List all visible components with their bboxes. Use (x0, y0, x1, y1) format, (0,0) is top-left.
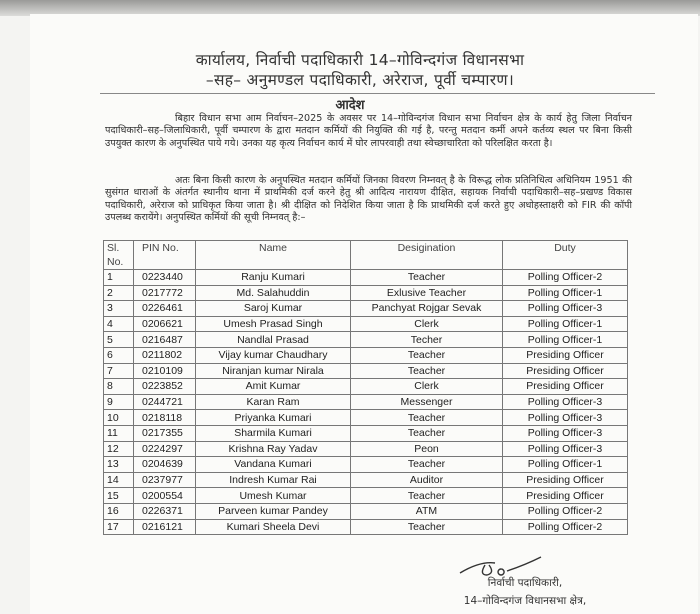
col-pin-no: PIN No. (134, 241, 196, 270)
pin-cell: 0223440 (134, 270, 196, 286)
table-row (104, 457, 628, 473)
table-row (104, 270, 628, 286)
pin-cell: 0217772 (134, 285, 196, 301)
duty-cell: Polling Officer-3 (503, 301, 628, 317)
table-row (104, 332, 628, 348)
paragraph-1: बिहार विधान सभा आम निर्वाचन–2025 के अवसर पर 14–गोविन्दगंज विधान सभा निर्वाचन क्षेत्र के कार्य हेतु जिला निर्वाचन पदाधिकारी–सह–जिलाधिकारी, पूर्वी चम्पारण के द्वारा मतदान कर्मियों की नियुक्ति की गई है, परन्तु मतदान कर्मी अपने कर्तव्य स्थल पर बिना किसी उपयुक्त कारण के अनुपस्थित पाये गये। उनका यह कृत्य निर्वाचन कार्य में घोर लापरवाही तथा स्वेच्छाचारिता को परिलक्षित करता है। (105, 113, 632, 149)
name-cell: Nandlal Prasad (196, 332, 351, 348)
table-row (104, 425, 628, 441)
duty-cell: Polling Officer-3 (503, 441, 628, 457)
signatory-constituency: 14–गोविन्दगंज विधानसभा क्षेत्र, (463, 595, 587, 607)
pin-cell: 0226461 (134, 301, 196, 317)
designation-cell: Teacher (351, 457, 503, 473)
sl-no-cell: 4 (104, 316, 134, 332)
sl-no-cell: 11 (104, 425, 134, 441)
name-cell: Krishna Ray Yadav (196, 441, 351, 457)
sl-no-cell: 17 (104, 519, 134, 535)
designation-cell: Teacher (351, 519, 503, 535)
designation-cell: Techer (351, 332, 503, 348)
table-row (104, 363, 628, 379)
name-cell: Karan Ram (196, 394, 351, 410)
sl-no-cell: 6 (104, 347, 134, 363)
duty-cell: Polling Officer-3 (503, 394, 628, 410)
name-cell: Sharmila Kumari (196, 425, 351, 441)
pin-cell: 0237977 (134, 472, 196, 488)
duty-cell: Presiding Officer (503, 347, 628, 363)
name-cell: Vijay kumar Chaudhary (196, 347, 351, 363)
designation-cell: ATM (351, 503, 503, 519)
table-row (104, 316, 628, 332)
pin-cell: 0217355 (134, 425, 196, 441)
col-designation: Desigination (351, 241, 503, 270)
name-cell: Ranju Kumari (196, 270, 351, 286)
designation-cell: Exlusive Teacher (351, 285, 503, 301)
table-row (104, 488, 628, 504)
designation-cell: Messenger (351, 394, 503, 410)
sl-no-cell: 5 (104, 332, 134, 348)
duty-cell: Polling Officer-2 (503, 519, 628, 535)
table-row (104, 519, 628, 535)
duty-cell: Presiding Officer (503, 472, 628, 488)
name-cell: Md. Salahuddin (196, 285, 351, 301)
office-title-line2: –सह– अनुमण्डल पदाधिकारी, अरेराज, पूर्वी चम्पारण। (205, 71, 515, 89)
sl-no-cell: 8 (104, 379, 134, 395)
col-name: Name (196, 241, 351, 270)
pin-cell: 0218118 (134, 410, 196, 426)
duty-cell: Presiding Officer (503, 379, 628, 395)
name-cell: Umesh Kumar (196, 488, 351, 504)
paragraph-2: अतः बिना किसी कारण के अनुपस्थित मतदान कर्मियों जिनका विवरण निम्नवत् है के विरूद्ध लोक प्रतिनिधित्व अधिनियम 1951 की सुसंगत धाराओं के अंतर्गत स्थानीय थाना में प्राथमिकी दर्ज करने हेतु श्री आदित्य नारायण दीक्षित, सहायक निर्वाची पदाधिकारी–सह–प्रखण्ड विकास पदाधिकारी, अरेराज को प्राधिकृत किया जाता है। श्री दीक्षित को निदेशित किया जाता है कि प्राथमिकी दर्ज करते हुए अधोहस्ताक्षरी को FIR की कॉपी उपलब्ध करायेंगे। अनुपस्थित कर्मियों की सूची निम्नवत् है:– (105, 175, 632, 223)
sl-no-cell: 10 (104, 410, 134, 426)
pin-cell: 0223852 (134, 379, 196, 395)
name-cell: Indresh Kumar Rai (196, 472, 351, 488)
absent-staff-table (103, 240, 628, 535)
designation-cell: Clerk (351, 316, 503, 332)
signatory-designation: निर्वाची पदाधिकारी, (487, 577, 563, 589)
designation-cell: Teacher (351, 425, 503, 441)
designation-cell: Peon (351, 441, 503, 457)
col-duty: Duty (503, 241, 628, 270)
sl-no-cell: 2 (104, 285, 134, 301)
table-row (104, 347, 628, 363)
table-row (104, 394, 628, 410)
duty-cell: Polling Officer-1 (503, 457, 628, 473)
sl-no-cell: 7 (104, 363, 134, 379)
duty-cell: Polling Officer-2 (503, 270, 628, 286)
designation-cell: Teacher (351, 347, 503, 363)
sl-no-cell: 15 (104, 488, 134, 504)
duty-cell: Polling Officer-2 (503, 503, 628, 519)
sl-no-cell: 3 (104, 301, 134, 317)
designation-cell: Teacher (351, 363, 503, 379)
pin-cell: 0244721 (134, 394, 196, 410)
col-sl-no: Sl. No. (104, 241, 134, 270)
pin-cell: 0216487 (134, 332, 196, 348)
name-cell: Kumari Sheela Devi (196, 519, 351, 535)
table-row (104, 503, 628, 519)
duty-cell: Polling Officer-1 (503, 285, 628, 301)
designation-cell: Clerk (351, 379, 503, 395)
table-row (104, 441, 628, 457)
name-cell: Saroj Kumar (196, 301, 351, 317)
name-cell: Parveen kumar Pandey (196, 503, 351, 519)
name-cell: Amit Kumar (196, 379, 351, 395)
pin-cell: 0216121 (134, 519, 196, 535)
designation-cell: Auditor (351, 472, 503, 488)
designation-cell: Teacher (351, 270, 503, 286)
pin-cell: 0211802 (134, 347, 196, 363)
duty-cell: Presiding Officer (503, 488, 628, 504)
sl-no-cell: 9 (104, 394, 134, 410)
sl-no-cell: 12 (104, 441, 134, 457)
duty-cell: Polling Officer-3 (503, 410, 628, 426)
sl-no-cell: 13 (104, 457, 134, 473)
table-header-row (104, 241, 628, 270)
sl-no-cell: 16 (104, 503, 134, 519)
table-row (104, 472, 628, 488)
table-row (104, 285, 628, 301)
pin-cell: 0226371 (134, 503, 196, 519)
name-cell: Umesh Prasad Singh (196, 316, 351, 332)
designation-cell: Panchyat Rojgar Sevak (351, 301, 503, 317)
pin-cell: 0204639 (134, 457, 196, 473)
duty-cell: Polling Officer-1 (503, 332, 628, 348)
name-cell: Niranjan kumar Nirala (196, 363, 351, 379)
pin-cell: 0206621 (134, 316, 196, 332)
office-title-line1: कार्यालय, निर्वाची पदाधिकारी 14–गोविन्दगंज विधानसभा (195, 51, 525, 69)
pin-cell: 0210109 (134, 363, 196, 379)
table-row (104, 379, 628, 395)
table-row (104, 301, 628, 317)
name-cell: Priyanka Kumari (196, 410, 351, 426)
order-title: आदेश (335, 98, 365, 113)
pin-cell: 0224297 (134, 441, 196, 457)
designation-cell: Teacher (351, 488, 503, 504)
sl-no-cell: 14 (104, 472, 134, 488)
name-cell: Vandana Kumari (196, 457, 351, 473)
duty-cell: Presiding Officer (503, 363, 628, 379)
duty-cell: Polling Officer-3 (503, 425, 628, 441)
table-row (104, 410, 628, 426)
duty-cell: Polling Officer-1 (503, 316, 628, 332)
header-divider (100, 93, 655, 94)
designation-cell: Teacher (351, 410, 503, 426)
sl-no-cell: 1 (104, 270, 134, 286)
pin-cell: 0200554 (134, 488, 196, 504)
